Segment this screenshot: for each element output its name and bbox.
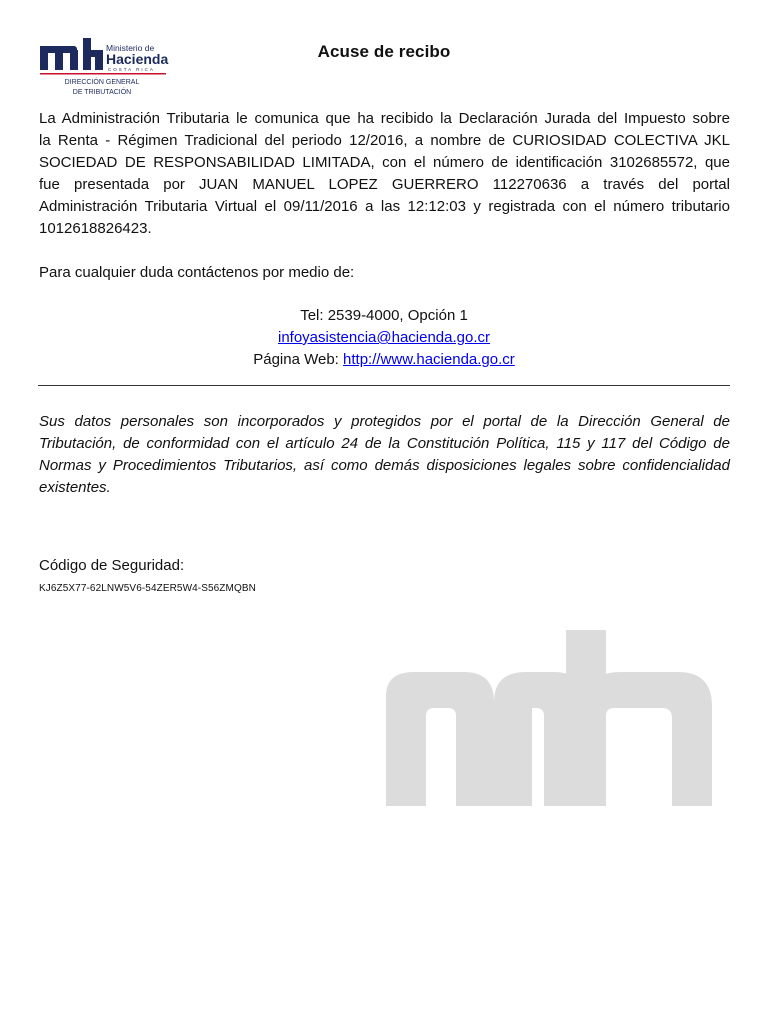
receipt-paragraph [39, 108, 730, 240]
page-title: Acuse de recibo [317, 42, 451, 61]
logo-country-text: COSTA RICA [108, 67, 155, 72]
contact-email-link[interactable]: infoyasistencia@hacienda.go.cr [277, 329, 490, 346]
receipt-line: fue presentada por JUAN MANUEL LOPEZ GUERRERO 112270636 a través del portal [39, 176, 730, 193]
logo-direccion-text: DIRECCIÓN GENERAL [64, 79, 140, 86]
contact-block [0, 305, 768, 371]
mh-watermark-logo [386, 630, 712, 806]
receipt-line: La Administración Tributaria le comunica que ha recibido la Declaración Jurada del Impuesto sobre [39, 110, 730, 127]
security-code-label: Código de Seguridad: [39, 557, 185, 574]
logo-hacienda-text: Hacienda [106, 51, 169, 67]
notice-line: Tributación, de conformidad con el artículo 24 de la Constitución Política, 115 y 117 del Código de [39, 435, 730, 452]
contact-intro: Para cualquier duda contáctenos por medio de: [39, 264, 355, 281]
receipt-line: 1012618826423. [39, 220, 152, 237]
privacy-notice [39, 411, 730, 499]
divider-line [38, 385, 730, 386]
logo-ministerio-text: Ministerio de [106, 43, 155, 53]
receipt-line: la Renta - Régimen Tradicional del periodo 12/2016, a nombre de CURIOSIDAD COLECTIVA JKL [39, 132, 730, 149]
notice-line: existentes. [39, 479, 111, 496]
logo-tributacion-text: DE TRIBUTACIÓN [72, 89, 132, 96]
notice-line: Normas y Procedimientos Tributarios, así como demás disposiciones legales sobre confidencialidad [39, 457, 730, 474]
receipt-line: SOCIEDAD DE RESPONSABILIDAD LIMITADA, con el número de identificación 3102685572, que [39, 154, 730, 171]
notice-line: Sus datos personales son incorporados y protegidos por el portal de la Dirección General de [39, 413, 730, 430]
website-link[interactable]: http://www.hacienda.go.cr [343, 351, 515, 368]
contact-phone: Tel: 2539-4000, Opción 1 [300, 307, 468, 324]
web-label: Página Web: [253, 351, 339, 368]
receipt-line: Administración Tributaria Virtual el 09/11/2016 a las 12:12:03 y registrada con el número tributario [39, 198, 730, 215]
security-code-value: KJ6Z5X77-62LNW5V6-54ZER5W4-S56ZMQBN [39, 583, 256, 594]
